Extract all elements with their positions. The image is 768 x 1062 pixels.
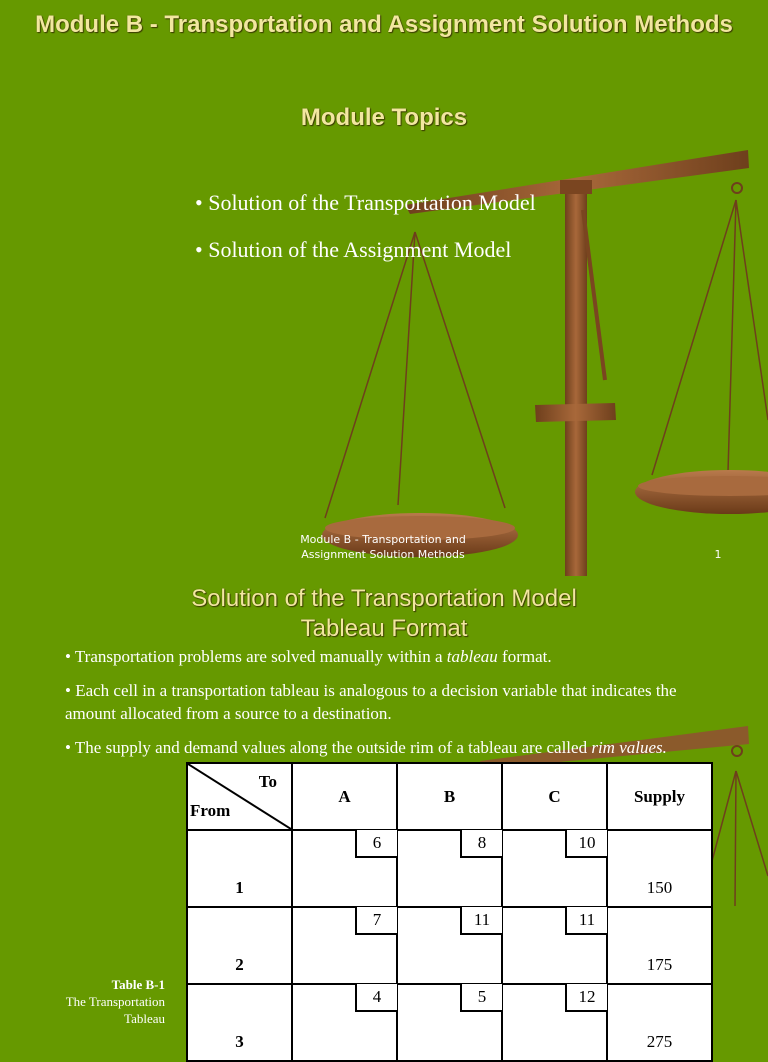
tableau-cell — [292, 830, 397, 907]
cost-box: 12 — [565, 984, 607, 1012]
cost-box: 11 — [565, 907, 607, 935]
row-label-3: 3 — [187, 984, 292, 1061]
from-label: From — [190, 801, 231, 820]
tableau-corner-cell — [187, 763, 292, 830]
tableau-cell — [397, 830, 502, 907]
cost-box: 5 — [460, 984, 502, 1012]
supply-value: 150 — [607, 830, 712, 907]
paragraph-1: • Transportation problems are solved manually within a tableau format. — [65, 647, 552, 666]
column-header-a: A — [292, 763, 397, 830]
column-header-b: B — [397, 763, 502, 830]
supply-value: 175 — [607, 907, 712, 984]
cost-box: 4 — [355, 984, 397, 1012]
table-caption — [20, 976, 165, 1027]
tableau-cell — [397, 984, 502, 1061]
cost-box: 8 — [460, 830, 502, 858]
to-label: To — [258, 772, 277, 791]
tableau-header-row — [187, 763, 712, 830]
table-row — [187, 830, 712, 907]
row-label-2: 2 — [187, 907, 292, 984]
module-topics-heading: Module Topics — [300, 104, 468, 131]
footer-line-1: Module B - Transportation and — [300, 533, 466, 546]
cost-box: 11 — [460, 907, 502, 935]
slide-2-title-line-1: Solution of the Transportation Model — [191, 585, 577, 612]
tableau-cell — [292, 984, 397, 1061]
slide-2-title-line-2: Tableau Format — [300, 615, 468, 642]
page-number: 1 — [714, 548, 722, 561]
column-header-supply: Supply — [607, 763, 712, 830]
footer-line-2: Assignment Solution Methods — [301, 548, 465, 561]
tableau-cell — [502, 907, 607, 984]
transportation-tableau — [186, 762, 713, 1062]
tableau-cell — [397, 907, 502, 984]
column-header-c: C — [502, 763, 607, 830]
cost-box: 10 — [565, 830, 607, 858]
tableau-cell — [502, 830, 607, 907]
supply-value: 275 — [607, 984, 712, 1061]
row-label-1: 1 — [187, 830, 292, 907]
table-row — [187, 907, 712, 984]
tableau-cell — [292, 907, 397, 984]
caption-title: Table B-1 — [111, 977, 165, 992]
topic-bullet-2: • Solution of the Assignment Model — [195, 237, 512, 262]
cost-box: 7 — [355, 907, 397, 935]
slide-title: Module B - Transportation and Assignment Solution Methods — [35, 11, 733, 38]
caption-line-3: Tableau — [124, 1011, 165, 1026]
table-row — [187, 984, 712, 1061]
paragraph-2: • Each cell in a transportation tableau is analogous to a decision variable that indicates the amount allocated from a source to a destination. — [65, 681, 677, 723]
tableau-cell — [502, 984, 607, 1061]
topic-bullet-1: • Solution of the Transportation Model — [195, 190, 536, 215]
caption-line-2: The Transportation — [65, 994, 165, 1009]
paragraph-3: • The supply and demand values along the outside rim of a tableau are called rim values. — [65, 738, 667, 757]
slide-footer — [283, 532, 483, 562]
cost-box: 6 — [355, 830, 397, 858]
